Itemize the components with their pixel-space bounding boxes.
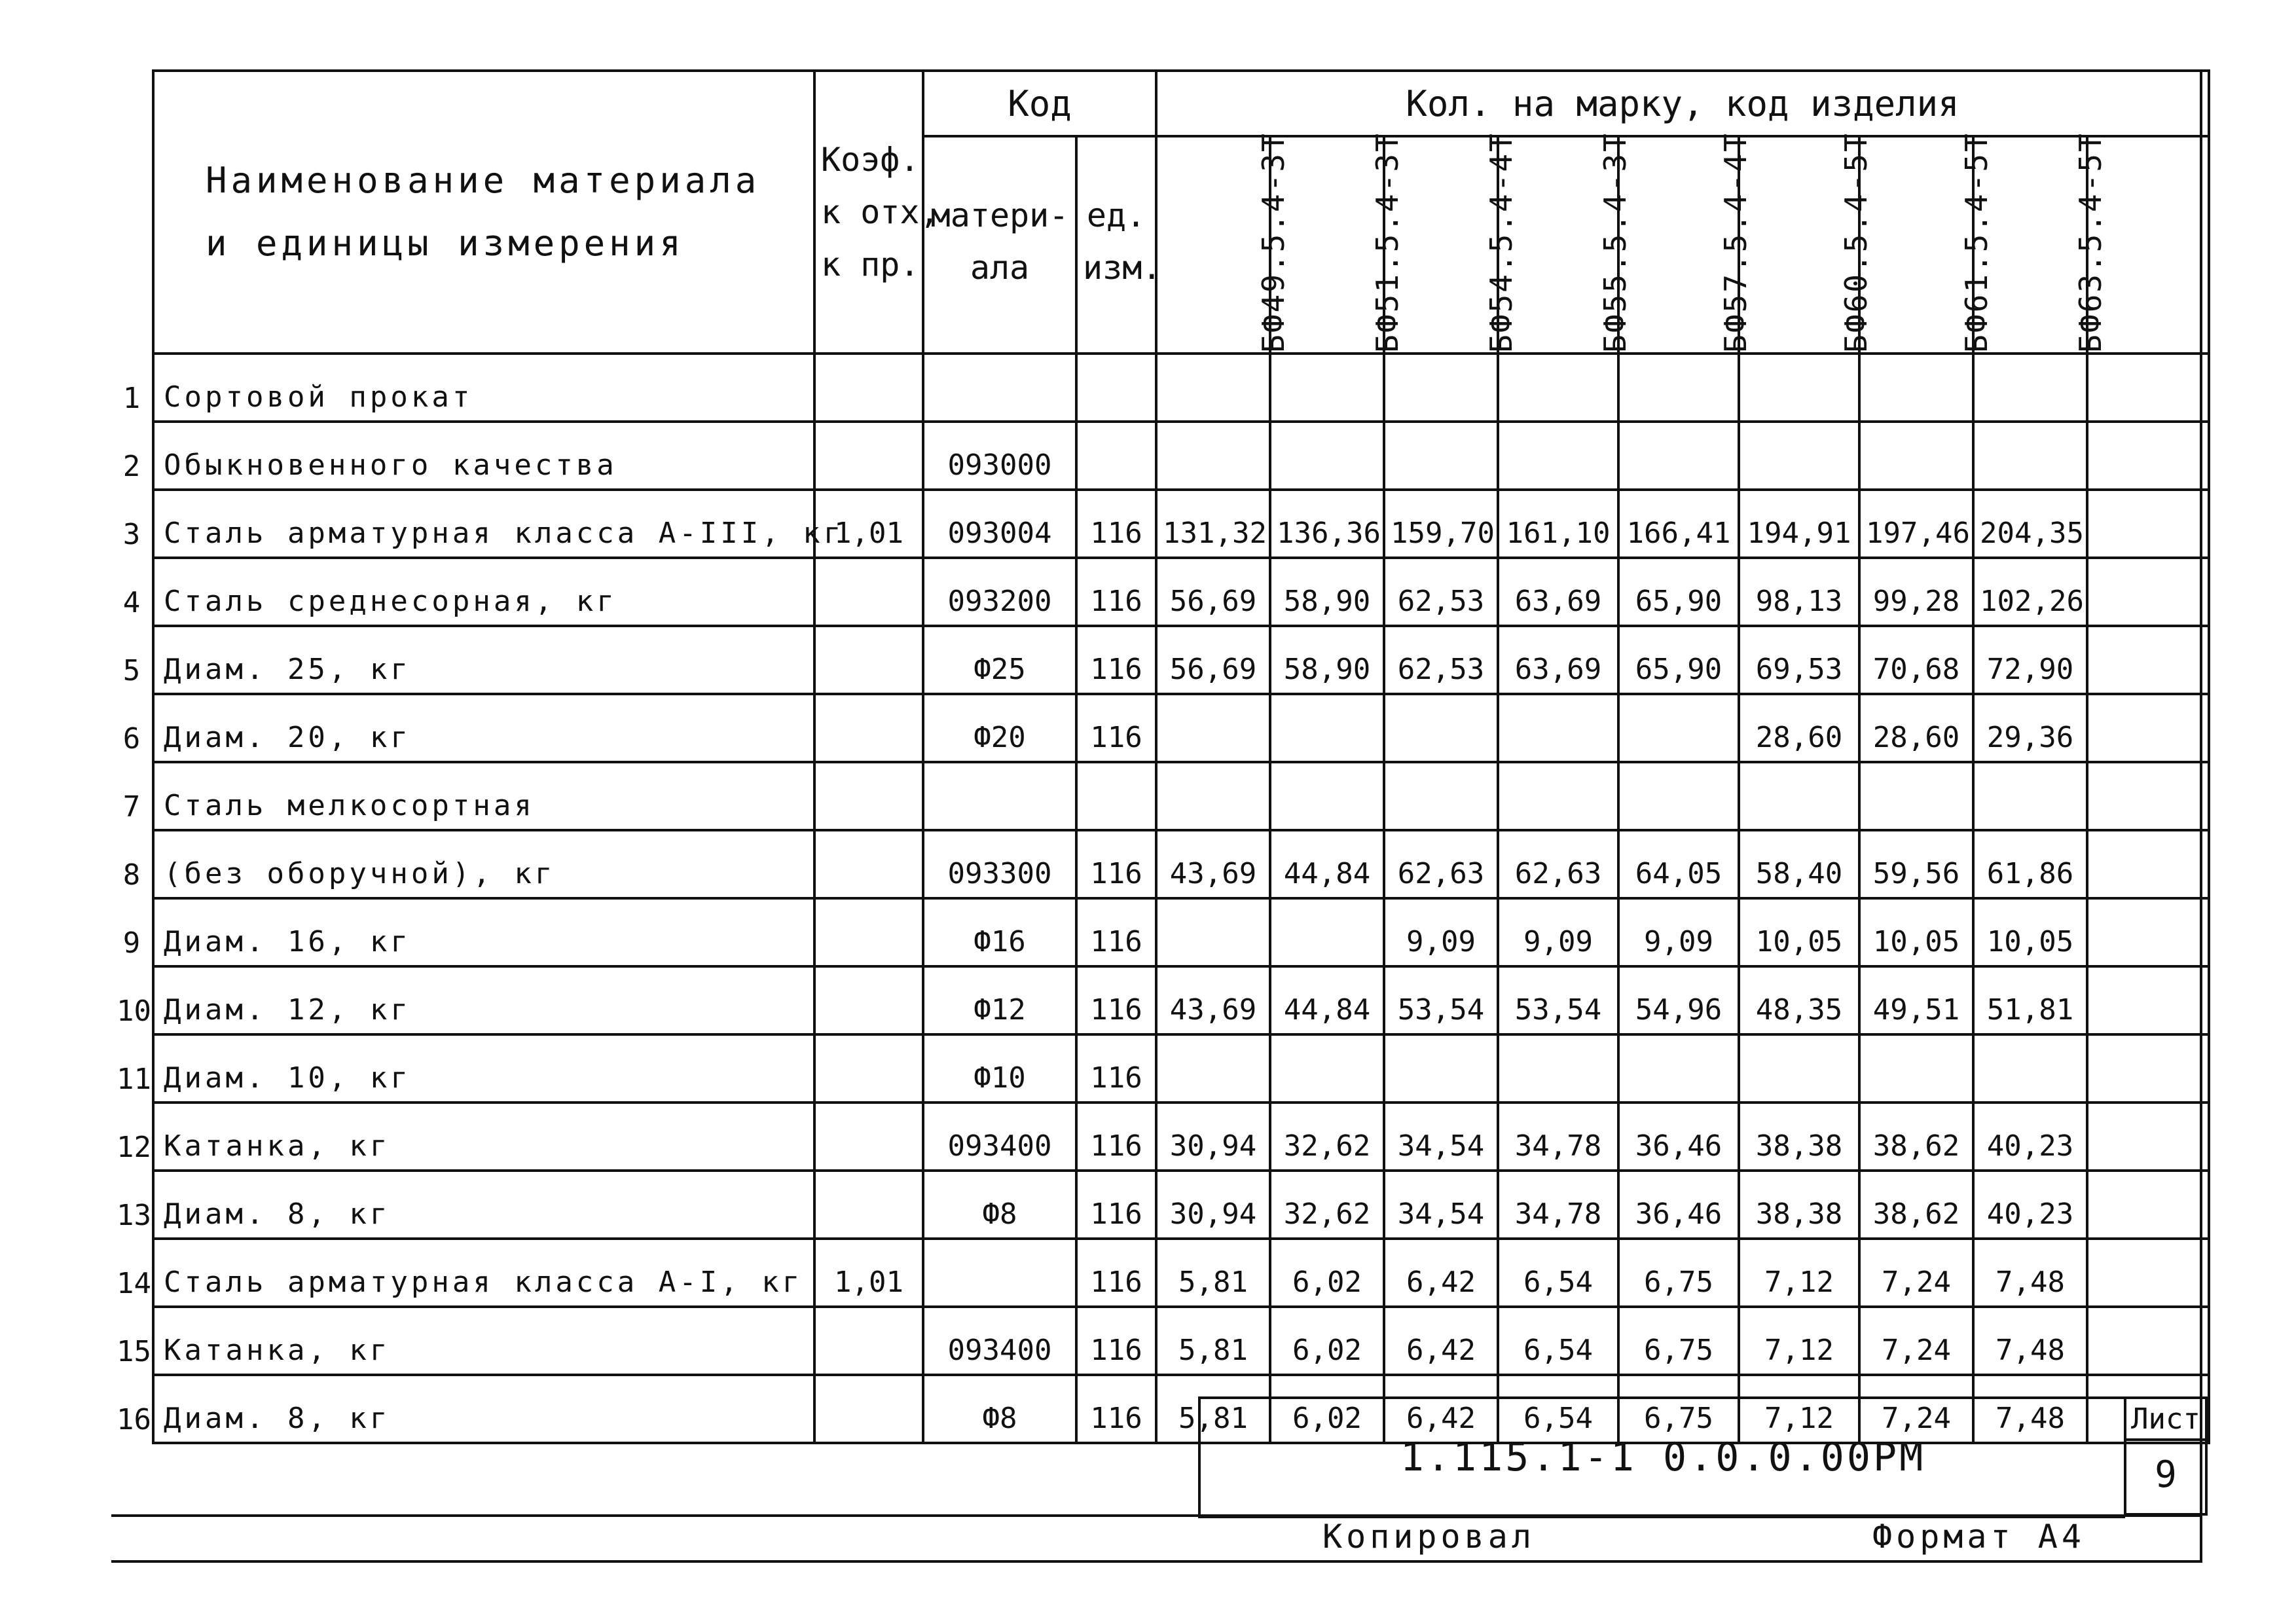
coefficient [814,1307,923,1375]
quantity-cell: 6,02 [1270,1307,1384,1375]
material-name: Сталь мелкосортная [153,762,814,830]
quantity-cell [1384,354,1498,422]
quantity-cell [1618,694,1739,762]
material-code [923,762,1076,830]
quantity-cell: 53,54 [1498,966,1618,1034]
material-name: Диам. 10, кг [153,1034,814,1103]
quantity-cell [1973,762,2087,830]
empty-cell [2087,1239,2209,1307]
material-specification-table [111,69,2210,1444]
unit-code-header [1076,136,1162,354]
quantity-cell: 72,90 [1973,626,2087,694]
empty-cell [2087,422,2209,490]
quantity-cell [1859,762,1973,830]
quantity-cell: 9,09 [1498,898,1618,966]
material-code-header-line-2: ала [970,249,1030,287]
mark-header-7 [1859,132,1994,354]
material-code: Ф25 [923,626,1076,694]
quantity-cell: 43,69 [1156,830,1270,898]
table-row [111,1307,2209,1375]
title-block-base-line [111,1514,2202,1517]
mark-header-label: БФ63.5.4-5Т [2072,132,2108,353]
mark-header-label: БФ49.5.4-3Т [1255,132,1291,353]
quantity-cell: 62,63 [1384,830,1498,898]
unit-code: 116 [1076,558,1156,626]
quantity-cell: 58,40 [1739,830,1859,898]
mark-header-label: БФ61.5.4-5Т [1958,132,1994,353]
coefficient [814,898,923,966]
coef-header-line-2: к отх, [821,193,939,231]
name-header [153,71,814,354]
name-header-line-1: Наименование материала [206,160,761,201]
quantity-cell: 6,54 [1498,1239,1618,1307]
empty-cell [2087,558,2209,626]
quantity-cell [1384,422,1498,490]
quantity-group-header: Кол. на марку, код изделия [1156,71,2209,136]
unit-code [1076,762,1156,830]
quantity-cell: 64,05 [1618,830,1739,898]
quantity-cell [1156,898,1270,966]
row-number: 15 [111,1307,153,1375]
title-block-designation [1198,1396,2125,1518]
quantity-cell: 194,91 [1739,490,1859,558]
code-group-header: Код [923,71,1156,136]
quantity-cell: 51,81 [1973,966,2087,1034]
empty-cell [2087,626,2209,694]
quantity-cell [1498,422,1618,490]
mark-header-label: БФ55.5.4-3Т [1597,132,1633,353]
quantity-cell: 48,35 [1739,966,1859,1034]
quantity-cell [1739,422,1859,490]
quantity-cell [1384,1034,1498,1103]
coefficient [814,558,923,626]
quantity-cell: 65,90 [1618,626,1739,694]
quantity-cell: 6,42 [1384,1375,1498,1443]
table-row [111,762,2209,830]
material-code: 093000 [923,422,1076,490]
material-code: 093004 [923,490,1076,558]
coef-header [814,71,939,354]
quantity-cell [1498,694,1618,762]
frame-bottom-line [111,1560,2202,1563]
quantity-cell [1618,762,1739,830]
material-code: 093300 [923,830,1076,898]
quantity-cell: 65,90 [1618,558,1739,626]
mark-header-label: БФ51.5.4-3Т [1369,132,1405,353]
material-code-header [923,136,1076,354]
quantity-cell: 63,69 [1498,558,1618,626]
mark-header-6 [1739,132,1874,354]
empty-cell [2087,830,2209,898]
coefficient [814,830,923,898]
coefficient [814,1171,923,1239]
quantity-cell: 102,26 [1973,558,2087,626]
material-name: Обыкновенного качества [153,422,814,490]
sheet-number: 9 [2155,1453,2177,1496]
row-number: 2 [111,422,153,490]
coefficient [814,354,923,422]
table-row [111,1034,2209,1103]
quantity-cell: 34,54 [1384,1103,1498,1171]
document-designation: 1.115.1-1 0.0.0.00РМ [1400,1434,1926,1480]
quantity-cell: 32,62 [1270,1171,1384,1239]
quantity-cell: 29,36 [1973,694,2087,762]
quantity-cell: 40,23 [1973,1171,2087,1239]
quantity-cell: 7,12 [1739,1375,1859,1443]
quantity-cell: 136,36 [1270,490,1384,558]
quantity-cell [1739,762,1859,830]
quantity-cell [1270,762,1384,830]
quantity-cell [1618,422,1739,490]
header-row-1 [111,71,2209,136]
unit-code: 116 [1076,1034,1156,1103]
quantity-cell [1618,354,1739,422]
quantity-cell: 62,53 [1384,558,1498,626]
quantity-cell: 7,24 [1859,1239,1973,1307]
quantity-cell: 6,75 [1618,1239,1739,1307]
table-row [111,1103,2209,1171]
coefficient [814,966,923,1034]
table-row [111,422,2209,490]
material-code: Ф20 [923,694,1076,762]
table-row [111,1239,2209,1307]
quantity-cell: 197,46 [1859,490,1973,558]
sheet-number-cell [2124,1436,2208,1516]
quantity-cell [1739,354,1859,422]
quantity-cell: 98,13 [1739,558,1859,626]
quantity-cell: 10,05 [1973,898,2087,966]
quantity-cell [1156,694,1270,762]
quantity-cell: 36,46 [1618,1103,1739,1171]
quantity-cell: 7,24 [1859,1307,1973,1375]
row-number: 6 [111,694,153,762]
quantity-cell: 56,69 [1156,558,1270,626]
quantity-cell: 7,12 [1739,1239,1859,1307]
quantity-cell: 131,32 [1156,490,1270,558]
name-header-line-2: и единицы измерения [206,223,685,264]
sheet-label: Лист [2131,1402,2200,1436]
unit-code: 116 [1076,966,1156,1034]
material-code-header-line-1: матери- [930,196,1069,234]
quantity-cell: 9,09 [1384,898,1498,966]
material-code: 093400 [923,1307,1076,1375]
coefficient [814,422,923,490]
material-name: Диам. 12, кг [153,966,814,1034]
quantity-cell: 34,78 [1498,1103,1618,1171]
quantity-cell: 58,90 [1270,626,1384,694]
quantity-cell: 204,35 [1973,490,2087,558]
empty-cell [2087,694,2209,762]
quantity-cell [1859,354,1973,422]
row-number: 14 [111,1239,153,1307]
material-code: Ф8 [923,1375,1076,1443]
quantity-cell [1270,898,1384,966]
quantity-cell: 53,54 [1384,966,1498,1034]
material-name: Катанка, кг [153,1307,814,1375]
frame-right-edge [2200,69,2202,1563]
quantity-cell [1270,1034,1384,1103]
quantity-cell [1156,422,1270,490]
quantity-cell: 6,75 [1618,1375,1739,1443]
quantity-cell: 43,69 [1156,966,1270,1034]
material-name: Сталь арматурная класса А-I, кг [153,1239,814,1307]
quantity-cell: 38,38 [1739,1103,1859,1171]
quantity-cell: 6,42 [1384,1239,1498,1307]
quantity-cell: 44,84 [1270,830,1384,898]
table-row [111,354,2209,422]
quantity-cell: 34,54 [1384,1171,1498,1239]
material-name: Диам. 8, кг [153,1171,814,1239]
quantity-cell: 7,48 [1973,1239,2087,1307]
row-number: 7 [111,762,153,830]
unit-code: 116 [1076,1375,1156,1443]
material-name: Сортовой прокат [153,354,814,422]
quantity-cell: 38,38 [1739,1171,1859,1239]
quantity-cell: 59,56 [1859,830,1973,898]
empty-cell [2087,1034,2209,1103]
material-name: Диам. 16, кг [153,898,814,966]
quantity-cell [1859,422,1973,490]
empty-cell [2087,898,2209,966]
material-name: Диам. 25, кг [153,626,814,694]
empty-cell [2087,1307,2209,1375]
quantity-cell: 61,86 [1973,830,2087,898]
quantity-cell [1270,694,1384,762]
unit-code: 116 [1076,626,1156,694]
material-name: Сталь арматурная класса А-III, кг [153,490,814,558]
quantity-cell: 54,96 [1618,966,1739,1034]
coef-header-line-1: Коэф. [821,141,920,179]
table-row [111,898,2209,966]
row-number: 4 [111,558,153,626]
quantity-cell: 38,62 [1859,1171,1973,1239]
table-row [111,626,2209,694]
row-number: 5 [111,626,153,694]
coefficient [814,1375,923,1443]
quantity-cell: 5,81 [1156,1375,1270,1443]
quantity-cell: 30,94 [1156,1103,1270,1171]
quantity-cell [1973,354,2087,422]
quantity-cell: 62,63 [1498,830,1618,898]
empty-cell [2087,1171,2209,1239]
row-number: 9 [111,898,153,966]
unit-code: 116 [1076,1307,1156,1375]
unit-code [1076,354,1156,422]
unit-code-header-line-2: изм. [1083,249,1162,287]
coefficient [814,694,923,762]
quantity-cell: 38,62 [1859,1103,1973,1171]
material-code [923,354,1076,422]
mark-header-label: БФ57.5.4-4Т [1717,132,1753,353]
quantity-cell: 36,46 [1618,1171,1739,1239]
quantity-cell: 49,51 [1859,966,1973,1034]
row-number: 3 [111,490,153,558]
quantity-cell: 40,23 [1973,1103,2087,1171]
quantity-cell [1384,694,1498,762]
quantity-cell [1973,1034,2087,1103]
quantity-cell: 44,84 [1270,966,1384,1034]
coefficient: 1,01 [814,490,923,558]
quantity-cell: 7,48 [1973,1307,2087,1375]
quantity-cell: 69,53 [1739,626,1859,694]
quantity-cell: 56,69 [1156,626,1270,694]
material-code: Ф16 [923,898,1076,966]
quantity-cell: 159,70 [1384,490,1498,558]
quantity-cell: 9,09 [1618,898,1739,966]
unit-code: 116 [1076,490,1156,558]
material-code: 093200 [923,558,1076,626]
unit-code [1076,422,1156,490]
row-number: 10 [111,966,153,1034]
material-name: Диам. 20, кг [153,694,814,762]
quantity-cell: 70,68 [1859,626,1973,694]
quantity-cell [1156,354,1270,422]
table-row [111,558,2209,626]
empty-cell [2087,966,2209,1034]
quantity-cell: 6,02 [1270,1375,1384,1443]
mark-header-1 [1156,132,1291,354]
table-row [111,490,2209,558]
coefficient [814,762,923,830]
quantity-cell [1270,422,1384,490]
quantity-cell: 10,05 [1859,898,1973,966]
quantity-cell [1270,354,1384,422]
material-code: Ф8 [923,1171,1076,1239]
quantity-cell [1156,762,1270,830]
coefficient [814,1103,923,1171]
mark-header-label: БФ54.5.4-4Т [1483,132,1519,353]
table-row [111,1171,2209,1239]
row-number: 16 [111,1375,153,1443]
row-number: 11 [111,1034,153,1103]
coefficient: 1,01 [814,1239,923,1307]
format-label: Формат А4 [1872,1518,2085,1556]
quantity-cell: 7,48 [1973,1375,2087,1443]
quantity-cell [1973,422,2087,490]
row-number: 12 [111,1103,153,1171]
quantity-cell: 32,62 [1270,1103,1384,1171]
material-code [923,1239,1076,1307]
quantity-cell: 5,81 [1156,1239,1270,1307]
empty-cell [2087,762,2209,830]
empty-cell [2087,1103,2209,1171]
quantity-cell: 6,75 [1618,1307,1739,1375]
coefficient [814,626,923,694]
material-code: Ф12 [923,966,1076,1034]
unit-code: 116 [1076,1103,1156,1171]
quantity-cell [1618,1034,1739,1103]
coefficient [814,1034,923,1103]
copied-by-label: Копировал [1322,1518,1535,1556]
coef-header-line-3: к пр. [821,246,920,283]
sheet-label-cell [2124,1396,2208,1441]
quantity-cell: 99,28 [1859,558,1973,626]
quantity-cell: 62,53 [1384,626,1498,694]
quantity-cell: 6,42 [1384,1307,1498,1375]
empty-cell [2087,354,2209,422]
quantity-cell: 6,54 [1498,1307,1618,1375]
mark-header-5 [1618,132,1753,354]
row-number: 1 [111,354,153,422]
quantity-cell: 6,54 [1498,1375,1618,1443]
table-row [111,830,2209,898]
material-code: Ф10 [923,1034,1076,1103]
quantity-cell: 28,60 [1859,694,1973,762]
mark-header-label: БФ60.5.4-5Т [1838,132,1874,353]
unit-code: 116 [1076,830,1156,898]
quantity-cell: 30,94 [1156,1171,1270,1239]
row-number-header [111,71,153,354]
material-code: 093400 [923,1103,1076,1171]
quantity-cell: 7,24 [1859,1375,1973,1443]
quantity-cell [1498,1034,1618,1103]
unit-code: 116 [1076,694,1156,762]
quantity-cell [1156,1034,1270,1103]
quantity-cell: 6,02 [1270,1239,1384,1307]
material-name: Диам. 8, кг [153,1375,814,1443]
row-number: 13 [111,1171,153,1239]
quantity-cell: 10,05 [1739,898,1859,966]
quantity-cell: 63,69 [1498,626,1618,694]
quantity-cell: 166,41 [1618,490,1739,558]
table-row [111,694,2209,762]
quantity-cell: 34,78 [1498,1171,1618,1239]
quantity-cell: 161,10 [1498,490,1618,558]
material-name: Катанка, кг [153,1103,814,1171]
row-number: 8 [111,830,153,898]
quantity-cell [1498,762,1618,830]
quantity-cell: 58,90 [1270,558,1384,626]
quantity-cell: 28,60 [1739,694,1859,762]
unit-code: 116 [1076,898,1156,966]
quantity-cell [1384,762,1498,830]
material-name: (без оборучной), кг [153,830,814,898]
quantity-cell: 7,12 [1739,1307,1859,1375]
empty-cell [2087,490,2209,558]
quantity-cell [1859,1034,1973,1103]
quantity-cell: 5,81 [1156,1307,1270,1375]
table-row [111,966,2209,1034]
quantity-cell [1498,354,1618,422]
unit-code-header-line-1: ед. [1086,196,1146,234]
material-name: Сталь среднесорная, кг [153,558,814,626]
quantity-cell [1739,1034,1859,1103]
unit-code: 116 [1076,1171,1156,1239]
unit-code: 116 [1076,1239,1156,1307]
